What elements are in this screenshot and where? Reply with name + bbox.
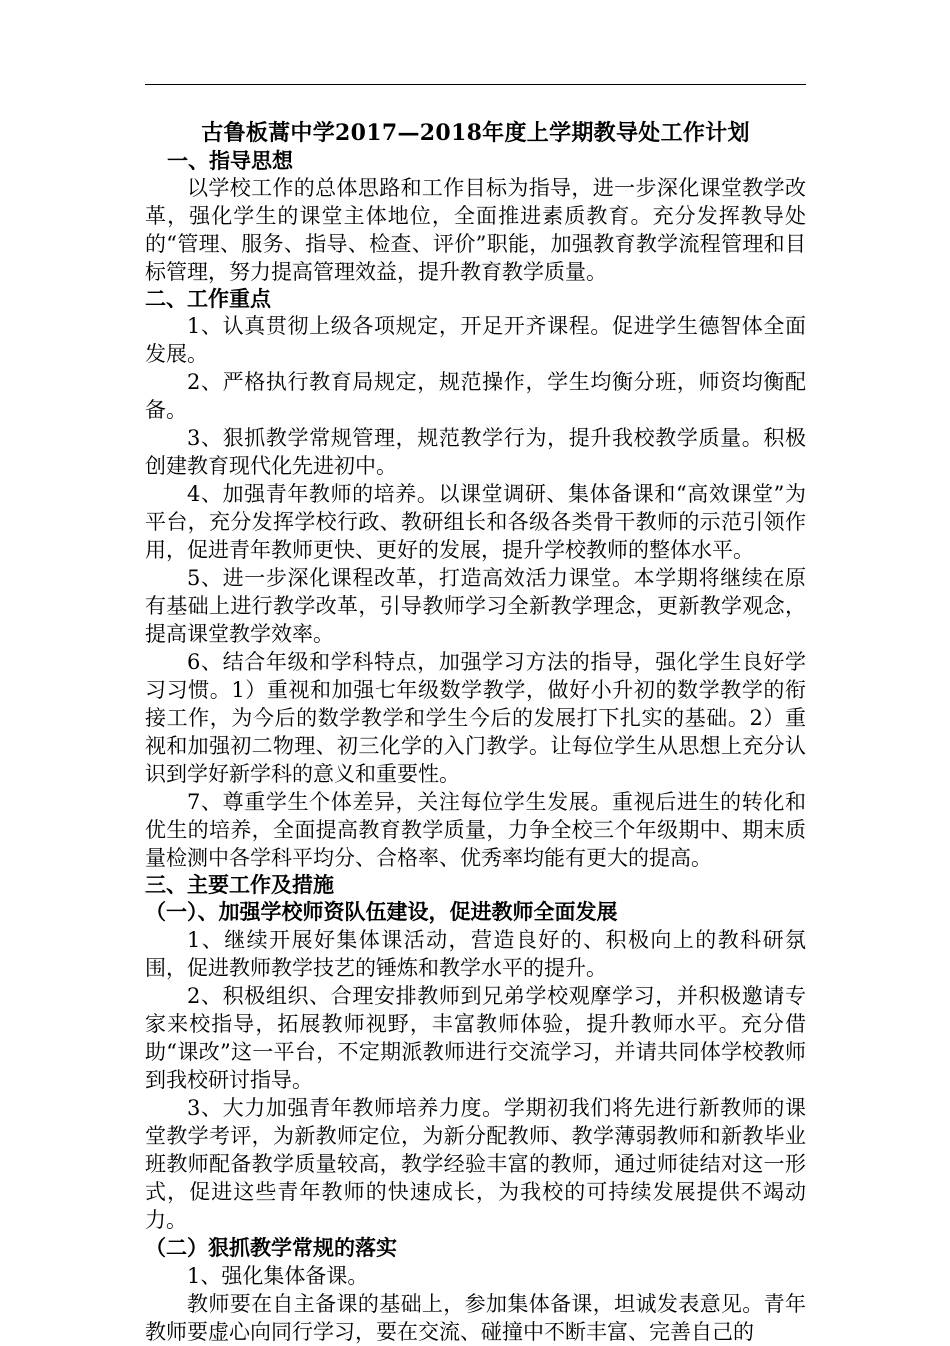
paragraph: 4、加强青年教师的培养。以课堂调研、集体备课和“高效课堂”为平台，充分发挥学校行政、教研组长和各级各类骨干教师的示范引领作用，促进青年教师更快、更好的发展，提升学校教师的整体水平。: [145, 482, 806, 562]
paragraph: 7、尊重学生个体差异，关注每位学生发展。重视后进生的转化和优生的培养，全面提高教育教学质量，力争全校三个年级期中、期末质量检测中各学科平均分、合格率、优秀率均能有更大的提高。: [145, 790, 806, 870]
paragraph: 3、狠抓教学常规管理，规范教学行为，提升我校教学质量。积极创建教育现代化先进初中。: [145, 426, 806, 478]
document-title: 古鲁板蒿中学2017—2018年度上学期教导处工作计划: [201, 120, 750, 146]
paragraph: 2、积极组织、合理安排教师到兄弟学校观摩学习，并积极邀请专家来校指导，拓展教师视野，丰富教师体验，提升教师水平。充分借助“课改”这一平台，不定期派教师进行交流学习，并请共同体学校教师到我校研讨指导。: [145, 984, 806, 1092]
header-rule: [145, 84, 806, 85]
document-body: [145, 118, 806, 1346]
subsection-heading-teaching-routine: （二）狠抓教学常规的落实: [145, 1235, 397, 1260]
paragraph: 1、认真贯彻上级各项规定，开足开齐课程。促进学生德智体全面发展。: [145, 314, 806, 366]
paragraph: 以学校工作的总体思路和工作目标为指导，进一步深化课堂教学改革，强化学生的课堂主体地位，全面推进素质教育。充分发挥教导处的“管理、服务、指导、检查、评价”职能，加强教育教学流程管理和目标管理，努力提高管理效益，提升教育教学质量。: [145, 176, 806, 284]
section-heading-guiding-ideology: 一、指导思想: [167, 148, 293, 173]
section-heading-main-work: 三、主要工作及措施: [145, 872, 334, 897]
paragraph: 2、严格执行教育局规定，规范操作，学生均衡分班，师资均衡配备。: [145, 370, 806, 422]
paragraph: 1、继续开展好集体课活动，营造良好的、积极向上的教科研氛围，促进教师教学技艺的锤炼和教学水平的提升。: [145, 928, 806, 980]
paragraph: 5、进一步深化课程改革，打造高效活力课堂。本学期将继续在原有基础上进行教学改革，引导教师学习全新教学理念，更新教学观念，提高课堂教学效率。: [145, 566, 806, 646]
section-heading-work-focus: 二、工作重点: [145, 286, 271, 311]
paragraph: 3、大力加强青年教师培养力度。学期初我们将先进行新教师的课堂教学考评，为新教师定位，为新分配教师、教学薄弱教师和新教毕业班教师配备教学质量较高，教学经验丰富的教师，通过师徒结对这一形式，促进这些青年教师的快速成长，为我校的可持续发展提供不竭动力。: [145, 1096, 806, 1232]
paragraph: 教师要在自主备课的基础上，参加集体备课，坦诚发表意见。青年教师要虚心向同行学习，要在交流、碰撞中不断丰富、完善自己的: [145, 1292, 806, 1344]
paragraph: 1、强化集体备课。: [187, 1264, 369, 1288]
subsection-heading-teacher-team: （一）、加强学校师资队伍建设，促进教师全面发展: [145, 899, 618, 924]
paragraph: 6、结合年级和学科特点，加强学习方法的指导，强化学生良好学习习惯。1）重视和加强七年级数学教学，做好小升初的数学教学的衔接工作，为今后的数学教学和学生今后的发展打下扎实的基础。2）重视和加强初二物理、初三化学的入门教学。让每位学生从思想上充分认识到学好新学科的意义和重要性。: [145, 650, 806, 786]
